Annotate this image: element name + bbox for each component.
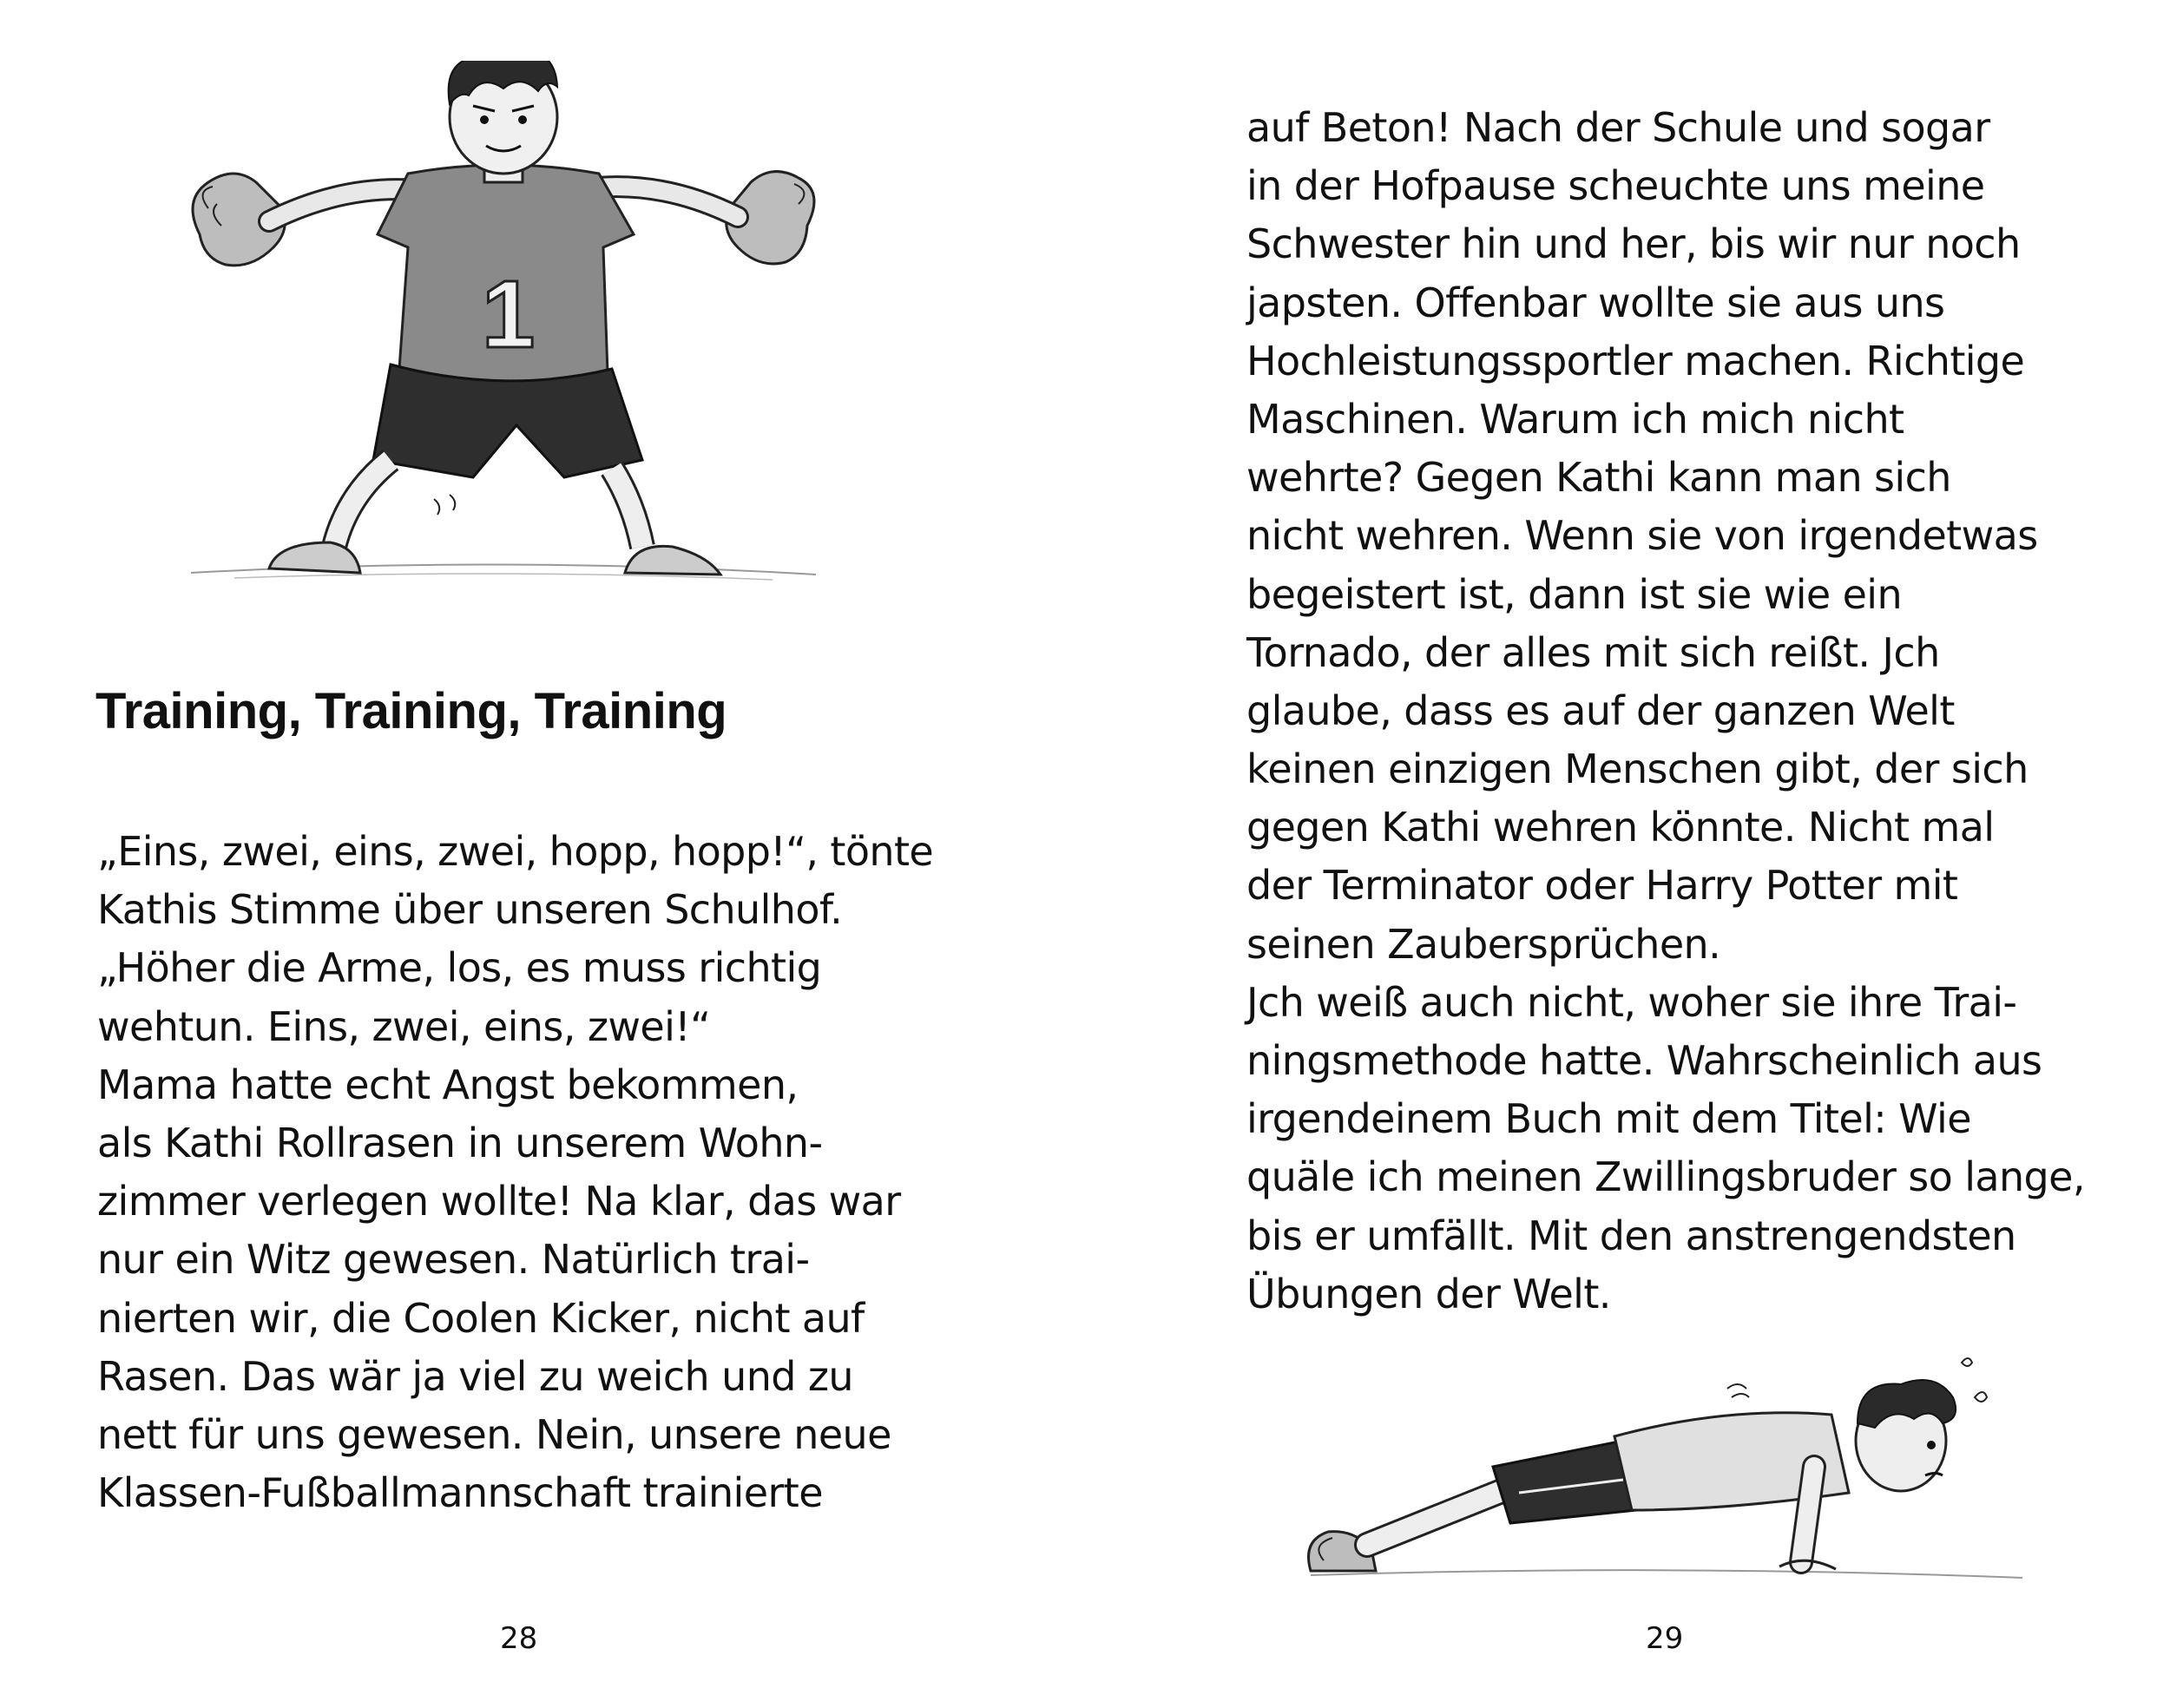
text-line: quäle ich meinen Zwillingsbruder so lange,: [1246, 1153, 2085, 1201]
text-line: der Terminator oder Harry Potter mit: [1246, 862, 1958, 910]
pushup-boy-illustration: [1293, 1337, 2040, 1597]
text-line: Kathis Stimme über unseren Schulhof.: [97, 886, 843, 934]
text-line: Hochleistungssportler machen. Richtige: [1246, 337, 2025, 384]
goalkeeper-boy-illustration: [174, 61, 833, 599]
text-line: Klassen-Fußballmannschaft trainierte: [97, 1469, 823, 1517]
text-line: bis er umfällt. Mit den anstrengendsten: [1246, 1212, 2016, 1259]
jersey-number: 1: [482, 261, 536, 368]
text-line: auf Beton! Nach der Schule und sogar: [1246, 104, 1990, 151]
text-line: Jch weiß auch nicht, woher sie ihre Trai-: [1246, 978, 2017, 1026]
text-line: japsten. Offenbar wollte sie aus uns: [1246, 279, 1945, 326]
text-line: Übungen der Welt.: [1246, 1270, 1611, 1317]
right-page: [1085, 0, 2170, 1708]
text-line: als Kathi Rollrasen in unserem Wohn-: [97, 1119, 823, 1166]
text-line: Tornado, der alles mit sich reißt. Jch: [1246, 628, 1940, 676]
text-line: begeistert ist, dann ist sie wie ein: [1246, 570, 1903, 618]
ground-shadow: [1311, 1570, 2022, 1578]
text-line: in der Hofpause scheuchte uns meine: [1246, 162, 1985, 210]
text-line: gegen Kathi wehren könnte. Nicht mal: [1246, 804, 1995, 851]
text-line: Mama hatte echt Angst bekommen,: [97, 1061, 799, 1108]
text-line: ningsmethode hatte. Wahrscheinlich aus: [1246, 1037, 2042, 1084]
text-line: zimmer verlegen wollte! Na klar, das war: [97, 1178, 901, 1225]
text-line: Rasen. Das wär ja viel zu weich und zu: [97, 1352, 853, 1400]
chapter-title: Training, Training, Training: [95, 683, 727, 739]
text-line: Maschinen. Warum ich mich nicht: [1246, 395, 1904, 443]
text-line: Schwester hin und her, bis wir nur noch: [1246, 220, 2021, 268]
text-line: nicht wehren. Wenn sie von irgendetwas: [1246, 512, 2038, 560]
text-line: nierten wir, die Coolen Kicker, nicht auf: [97, 1294, 865, 1342]
text-line: „Eins, zwei, eins, zwei, hopp, hopp!“, tönte: [97, 828, 934, 875]
shorts: [373, 365, 642, 477]
page-number: 29: [1646, 1621, 1684, 1656]
text-line: seinen Zaubersprüchen.: [1246, 920, 1721, 968]
text-line: „Höher die Arme, los, es muss richtig: [97, 944, 822, 992]
text-line: nett für uns gewesen. Nein, unsere neue: [97, 1410, 891, 1458]
text-line: keinen einzigen Menschen gibt, der sich: [1246, 746, 2029, 793]
text-line: nur ein Witz gewesen. Natürlich trai-: [97, 1236, 810, 1284]
text-line: wehtun. Eins, zwei, eins, zwei!“: [97, 1002, 711, 1050]
page-number: 28: [500, 1621, 538, 1656]
text-line: glaube, dass es auf der ganzen Welt: [1246, 686, 1955, 734]
text-line: irgendeinem Buch mit dem Titel: Wie: [1246, 1095, 1971, 1143]
text-line: wehrte? Gegen Kathi kann man sich: [1246, 454, 1951, 502]
right-shoe: [625, 546, 720, 575]
right-body-text: [1246, 99, 2085, 1324]
left-body-text: [97, 823, 933, 1522]
